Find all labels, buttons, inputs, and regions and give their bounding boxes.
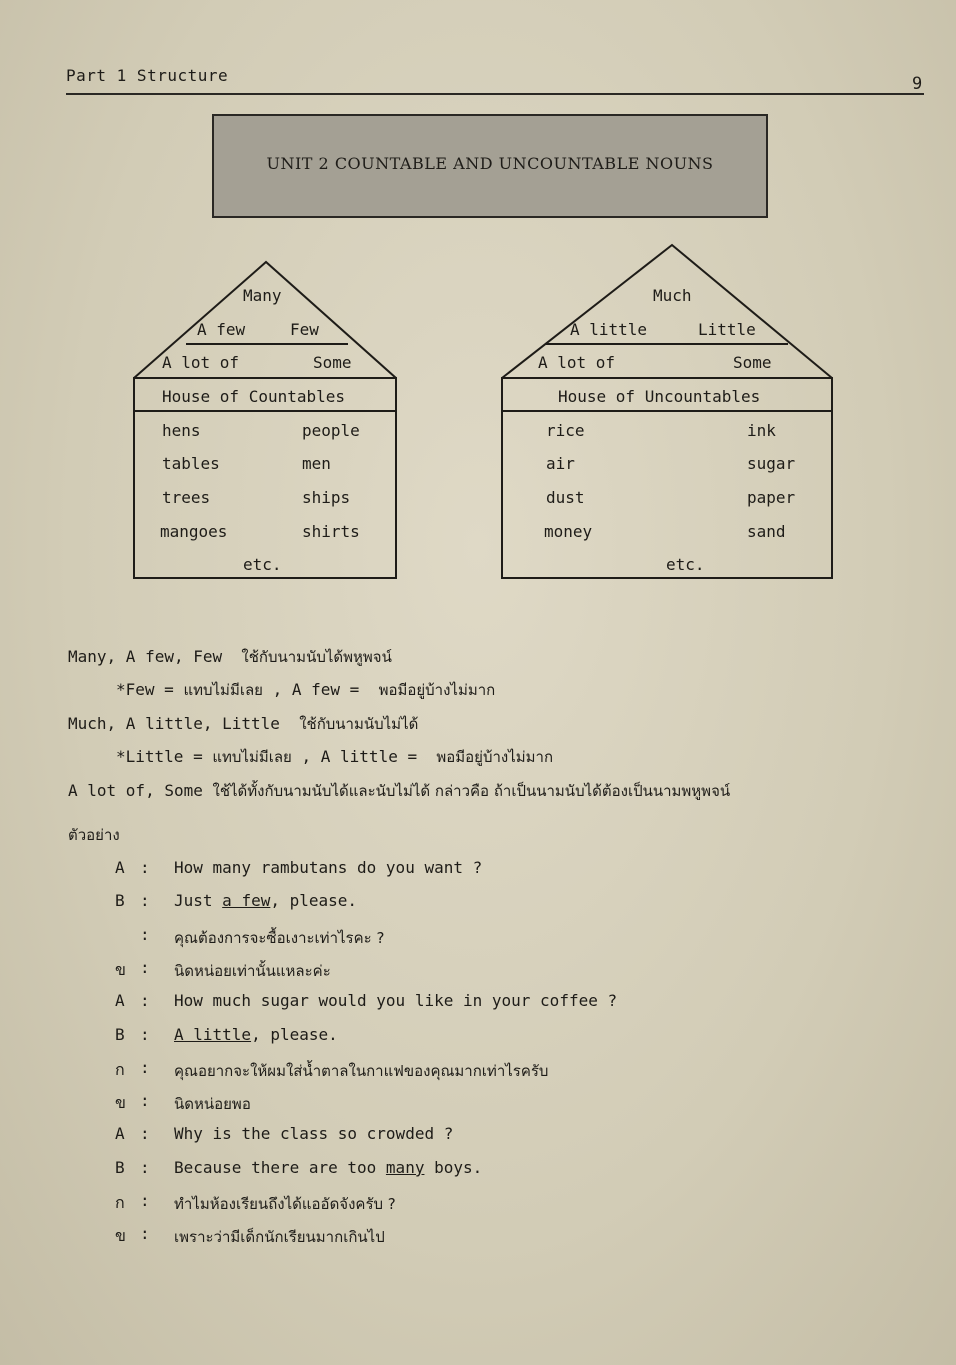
- dialogue-text: How much sugar would you like in your coffee ?: [174, 991, 618, 1010]
- rule-text: A lot of, Some: [68, 781, 203, 800]
- countables-item: hens: [162, 421, 201, 440]
- countables-item: shirts: [302, 522, 360, 541]
- speaker-label: A: [115, 1124, 125, 1143]
- uncountables-item: air: [546, 454, 575, 473]
- dialogue-text: A little, please.: [174, 1025, 338, 1044]
- uncountables-item: rice: [546, 421, 585, 440]
- rule-text-thai: ใช้กับนามนับได้พหูพจน์: [241, 648, 392, 666]
- uncountables-item: sugar: [747, 454, 796, 473]
- countables-item: tables: [162, 454, 220, 473]
- rule-text-thai: ใช้กับนามนับไม่ได้: [299, 715, 419, 733]
- countables-roof-bottom-right: Some: [313, 353, 352, 372]
- countables-item: mangoes: [160, 522, 228, 541]
- countables-etc: etc.: [243, 555, 282, 574]
- uncountables-item: ink: [747, 421, 776, 440]
- speaker-label: A: [115, 991, 125, 1010]
- rule-line-5: [68, 779, 730, 803]
- countables-item: men: [302, 454, 331, 473]
- speaker-label: B: [115, 1025, 125, 1044]
- dialogue-text: คุณต้องการจะซื้อเงาะเท่าไรคะ ?: [174, 929, 385, 947]
- countables-item: ships: [302, 488, 351, 507]
- speaker-label: B: [115, 1158, 125, 1177]
- dialogue-text: เพราะว่ามีเด็กนักเรียนมากเกินไป: [174, 1228, 385, 1246]
- uncountables-roof-top: Much: [653, 286, 692, 305]
- rule-text-thai: แทบไม่มีเลย: [212, 748, 292, 766]
- dialogue-text: ทำไมห้องเรียนถึงได้แออัดจังครับ ?: [174, 1195, 396, 1213]
- dialogue-text: How many rambutans do you want ?: [174, 858, 483, 877]
- countables-house-name: House of Countables: [162, 387, 346, 406]
- uncountables-item: dust: [546, 488, 585, 507]
- countables-body: [134, 378, 396, 578]
- rule-line-2: [116, 678, 495, 702]
- speaker-label: ก: [115, 1193, 125, 1212]
- rule-text: , A few =: [272, 680, 360, 699]
- speaker-label: ก: [115, 1060, 125, 1079]
- rule-line-3: [68, 712, 418, 736]
- rule-text-thai: ใช้ได้ทั้งกับนามนับได้และนับไม่ได้ กล่าวคือ ถ้าเป็นนามนับได้ต้องเป็นนามพหูพจน์: [212, 782, 731, 800]
- dialogue-text: นิดหน่อยพอ: [174, 1095, 251, 1113]
- rule-text: Many, A few, Few: [68, 647, 223, 666]
- countables-roof-mid-right: Few: [290, 320, 319, 339]
- countables-item: people: [302, 421, 360, 440]
- unit-title: UNIT 2 COUNTABLE AND UNCOUNTABLE NOUNS: [266, 154, 714, 173]
- rule-text: *Few =: [116, 680, 174, 699]
- dialogue-text: นิดหน่อยเท่านั้นแหละค่ะ: [174, 962, 331, 980]
- rule-text: *Little =: [116, 747, 203, 766]
- speaker-label: ข: [115, 1226, 126, 1245]
- page: Part 1 Structure 9 UNIT 2 COUNTABLE AND UNCOUNTABLE NOUNS Many A few Few A lot of Some House of Countables hens tables trees mangoes people men ships shirts etc. Much A little Little A lot of Some House of Uncountables rice air dust money ink sugar paper sand etc. Many, A few, Few ใช้กับนามนับได้พหูพจน์ *Few = แทบไม่มีเลย , A few = พอมีอยู่บ้างไม่มาก Much, A little, Little ใช้กับนามนับไม่ได้ *Little = แทบไม่มีเลย , A little = พอมีอยู่บ้างไม่มาก A lot of, Some ใช้ได้ทั้งกับนามนับได้และนับไม่ได้ กล่าวคือ ถ้าเป็นนามนับได้ต้องเป็นนามพหูพจน์ ตัวอย่าง A : How many rambutans do you want ? B : Just a few, please. : คุณต้องการจะซื้อเงาะเท่าไรคะ ? ข : นิดหน่อยเท่านั้นแหละค่ะ A : How much sugar would you like in your coffee ? B : A little, please. ก : คุณอยากจะให้ผมใส่น้ำตาลในกาแฟของคุณมากเท่าไรครับ ข : นิดหน่อยพอ A : Why is the class so crowded ? B : Because there are too many boys. ก : ทำไมห้องเรียนถึงได้แออัดจังครับ ? ข : เพราะว่ามีเด็กนักเรียนมากเกินไป: [0, 0, 956, 1365]
- rule-text: Much, A little, Little: [68, 714, 280, 733]
- uncountables-item: sand: [747, 522, 786, 541]
- dialogue-text: Because there are too many boys.: [174, 1158, 483, 1177]
- countables-roof-top: Many: [243, 286, 282, 305]
- rule-text: , A little =: [301, 747, 418, 766]
- uncountables-item: money: [544, 522, 593, 541]
- rule-text-thai: พอมีอยู่บ้างไม่มาก: [436, 748, 554, 766]
- uncountables-roof-mid-left: A little: [570, 320, 648, 339]
- uncountables-roof-mid-right: Little: [698, 320, 756, 339]
- rule-line-4: [116, 745, 553, 769]
- uncountables-roof-bottom-right: Some: [733, 353, 772, 372]
- uncountables-etc: etc.: [666, 555, 705, 574]
- running-header: Part 1 Structure: [66, 66, 229, 85]
- uncountables-item: paper: [747, 488, 796, 507]
- page-number: 9: [912, 74, 923, 94]
- speaker-label: ข: [115, 960, 126, 979]
- countables-roof-bottom-left: A lot of: [162, 353, 240, 372]
- speaker-label: B: [115, 891, 125, 910]
- speaker-label: A: [115, 858, 125, 877]
- examples-heading: ตัวอย่าง: [68, 826, 120, 844]
- uncountables-body: [502, 378, 832, 578]
- countables-roof-mid-left: A few: [197, 320, 246, 339]
- dialogue-text: Why is the class so crowded ?: [174, 1124, 454, 1143]
- countables-item: trees: [162, 488, 211, 507]
- rule-text-thai: แทบไม่มีเลย: [183, 681, 263, 699]
- rule-line-1: [68, 645, 392, 669]
- speaker-label: ข: [115, 1093, 126, 1112]
- uncountables-house-name: House of Uncountables: [558, 387, 761, 406]
- dialogue-text: Just a few, please.: [174, 891, 358, 910]
- rule-text-thai: พอมีอยู่บ้างไม่มาก: [378, 681, 496, 699]
- uncountables-roof-bottom-left: A lot of: [538, 353, 616, 372]
- dialogue-text: คุณอยากจะให้ผมใส่น้ำตาลในกาแฟของคุณมากเท่าไรครับ: [174, 1062, 549, 1080]
